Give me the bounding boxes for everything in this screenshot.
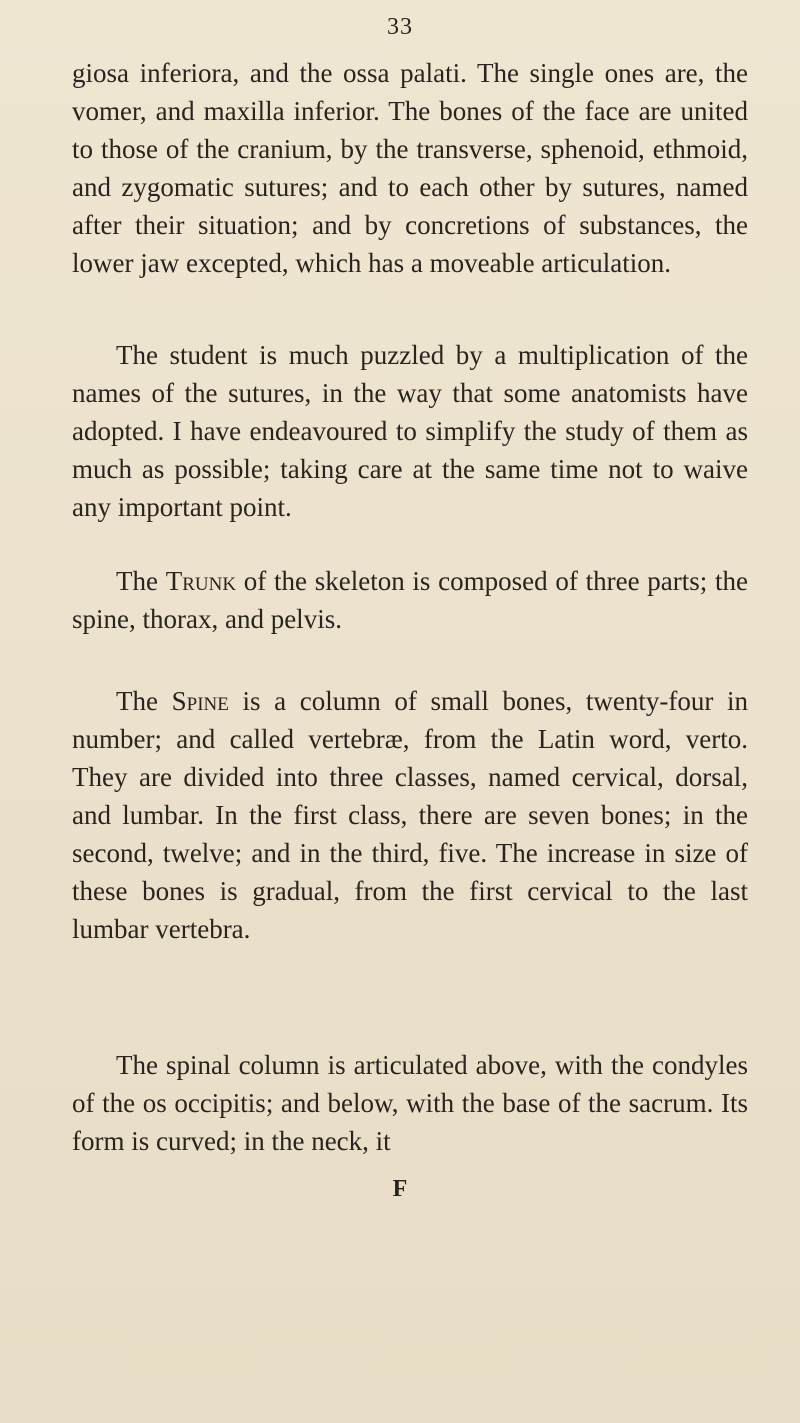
term-spine: Spine [171,686,229,716]
paragraph-2: The student is much puzzled by a multiplication of the names of the sutures, in the way that some anatomists have adopted. I have endeavoured to simplify the study of them as much as possible; taking care at the same time not to waive any important point. [72,340,748,522]
page-number: 33 [387,14,413,40]
signature-mark: F [392,1176,408,1202]
paragraph-4-lead: The [116,686,172,716]
body-text-1 [72,54,748,282]
body-text-2 [72,336,748,526]
paragraph-1: giosa inferiora, and the ossa palati. The single ones are, the vomer, and maxilla inferior. The bones of the face are united to those of the cranium, by the transverse, sphenoid, ethmoid, and zygomatic sutures; and to each other by sutures, named after their situation; and by concretions of substances, the lower jaw excepted, which has a moveable articulation. [72,58,748,278]
paragraph-4-rest: is a column of small bones, twenty-four in number; and called vertebræ, from the Latin word, verto. They are divided into three classes, named cervical, dorsal, and lumbar. In the first class, there are seven bones; in the second, twelve; and in the third, five. The increase in size of these bones is gradual, from the first cervical to the last lumbar vertebra. [72,686,748,944]
paragraph-4 [72,682,748,948]
paragraph-3 [72,562,748,638]
term-trunk: Trunk [165,566,237,596]
body-text-3 [72,562,748,638]
paragraph-3-lead: The [116,566,166,596]
body-text-4 [72,682,748,948]
paragraph-3-rest: of the skeleton is composed of three parts; the spine, thorax, and pelvis. [72,566,748,634]
paragraph-5: The spinal column is articulated above, with the condyles of the os occipitis; and below, with the base of the sacrum. Its form is curved; in the neck, it [72,1050,748,1156]
body-text-5 [72,1046,748,1160]
